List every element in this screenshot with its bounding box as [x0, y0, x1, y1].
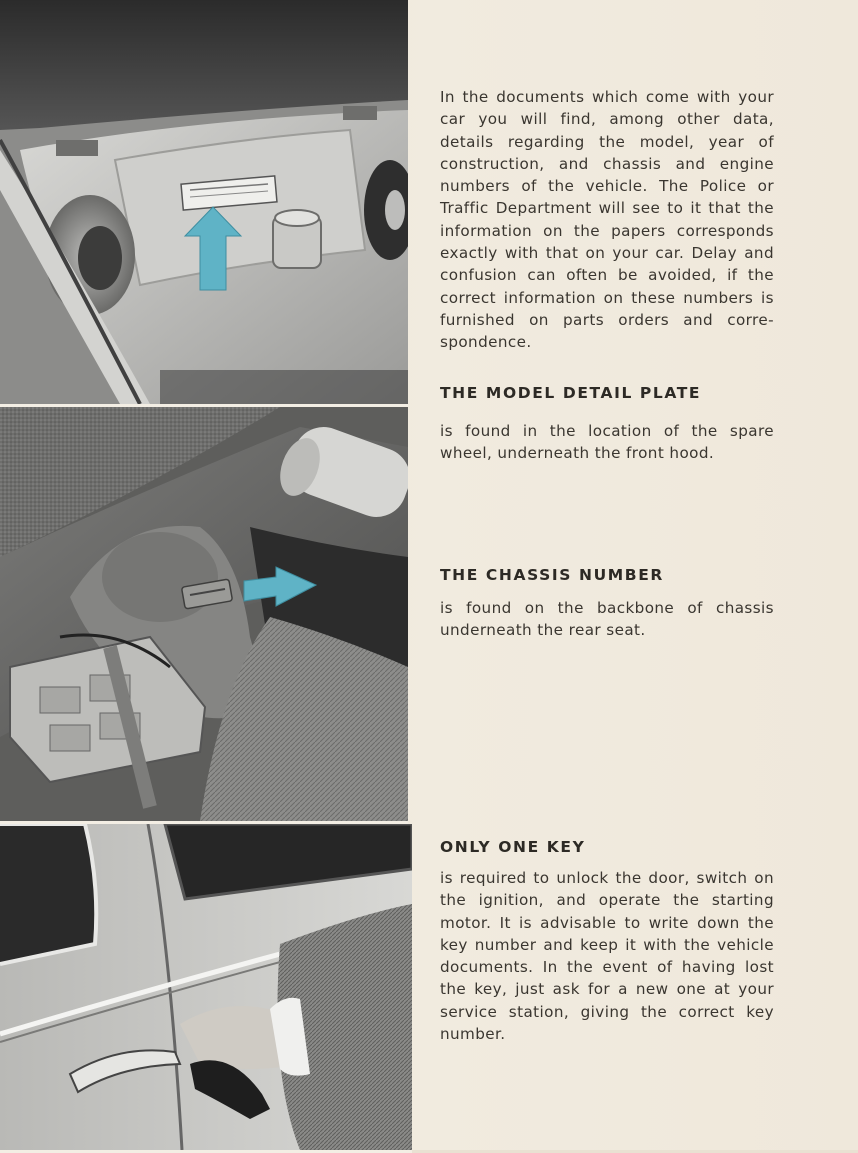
chassis-number-heading: THE CHASSIS NUMBER — [440, 566, 664, 584]
front-trunk-photo — [0, 0, 408, 407]
one-key-text: is required to unlock the door, switch on the ignition, and operate the starting motor. It is advisable to write down the key number and keep it with the vehicle documents. In the event of having lost the key, just ask for a new one at your service station, giving the correct key number. — [440, 869, 774, 1044]
one-key-heading: ONLY ONE KEY — [440, 838, 586, 856]
intro-paragraph: In the documents which come with your car you will find, among other data, details regarding the model, year of construction, and chassis and engine numbers of the vehicle. The Police or Traffic Department will see to it that the information on the papers corresponds exactly with that on your car. Delay and confusion can often be avoided, if the correct information on these numbers is furnished on parts orders and corre-spondence. — [440, 88, 774, 352]
model-plate-heading: THE MODEL DETAIL PLATE — [440, 384, 702, 402]
chassis-backbone-photo — [0, 407, 408, 824]
model-plate-text: is found in the location of the spare wheel, underneath the front hood. — [440, 422, 774, 463]
chassis-number-text: is found on the backbone of chassis underneath the rear seat. — [440, 599, 774, 640]
door-key-photo — [0, 824, 412, 1153]
